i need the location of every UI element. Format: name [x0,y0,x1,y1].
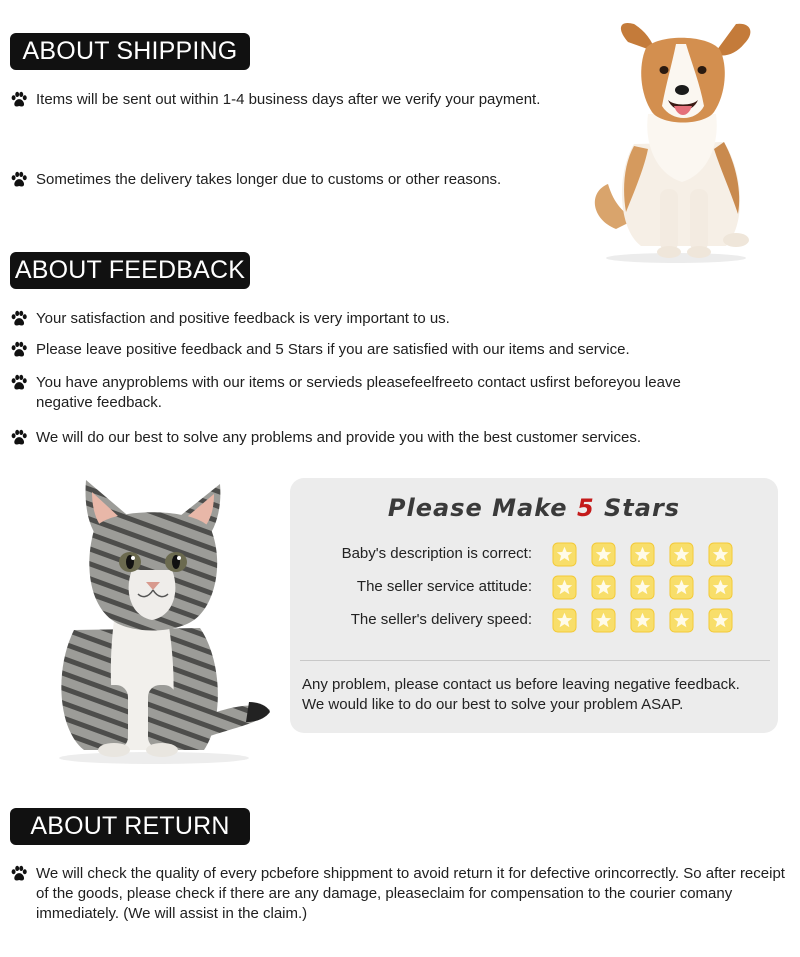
rating-stars [552,575,733,600]
dog-image [586,14,756,264]
rating-row-label: Baby's description is correct: [341,545,532,562]
return-item [10,864,792,924]
star-icon[interactable] [669,542,694,567]
paw-icon [10,171,28,189]
feedback-item [10,340,770,360]
feedback-heading: ABOUT FEEDBACK [10,252,250,289]
shipping-heading: ABOUT SHIPPING [10,33,250,70]
paw-icon [10,374,28,392]
rating-row-label: The seller service attitude: [356,578,532,595]
star-icon[interactable] [552,608,577,633]
rating-card-title-number: 5 [576,494,595,522]
rating-card-title: Please Make 5 Stars [387,494,681,522]
feedback-item [10,428,770,448]
shipping-item-text: Sometimes the delivery takes longer due to customs or other reasons. [36,171,502,188]
star-icon[interactable] [708,608,733,633]
rating-row-label: The seller's delivery speed: [350,611,532,628]
paw-icon [10,865,28,883]
rating-row [290,542,778,568]
star-icon[interactable] [552,542,577,567]
star-icon[interactable] [591,575,616,600]
star-icon[interactable] [552,575,577,600]
feedback-item [10,373,730,413]
shipping-item-text: Items will be sent out within 1-4 business days after we verify your payment. [36,91,541,108]
feedback-item-text: You have anyproblems with our items or servieds pleasefeelfreeto contact usfirst beforeyou leave negative feedback. [36,374,681,411]
rating-card [290,478,778,733]
star-icon[interactable] [708,575,733,600]
feedback-item [10,309,770,329]
star-icon[interactable] [630,575,655,600]
shipping-item [10,170,580,190]
rating-row [290,575,778,601]
star-icon[interactable] [708,542,733,567]
rating-card-note: Any problem, please contact us before leaving negative feedback. We would like to do our best to solve your problem ASAP. [302,676,740,713]
rating-stars [552,608,733,633]
paw-icon [10,341,28,359]
shipping-item [10,90,580,110]
paw-icon [10,310,28,328]
rating-stars [552,542,733,567]
rating-row [290,608,778,634]
star-icon[interactable] [591,608,616,633]
star-icon[interactable] [669,575,694,600]
star-icon[interactable] [630,542,655,567]
kitten-image [44,470,276,765]
star-icon[interactable] [591,542,616,567]
feedback-item-text: Please leave positive feedback and 5 Stars if you are satisfied with our items and service. [36,341,630,358]
return-heading: ABOUT RETURN [10,808,250,845]
star-icon[interactable] [630,608,655,633]
rating-card-divider [300,660,770,661]
paw-icon [10,91,28,109]
paw-icon [10,429,28,447]
feedback-item-text: We will do our best to solve any problems and provide you with the best customer services. [36,429,642,446]
star-icon[interactable] [669,608,694,633]
return-item-text: We will check the quality of every pcbefore shippment to avoid return it for defective orincorrectly. So after receipt of the goods, please check if there are any damage, pleaseclaim for compensation to the courier comany immediately. (We will assist in the claim.) [36,865,785,922]
feedback-item-text: Your satisfaction and positive feedback is very important to us. [36,310,450,327]
